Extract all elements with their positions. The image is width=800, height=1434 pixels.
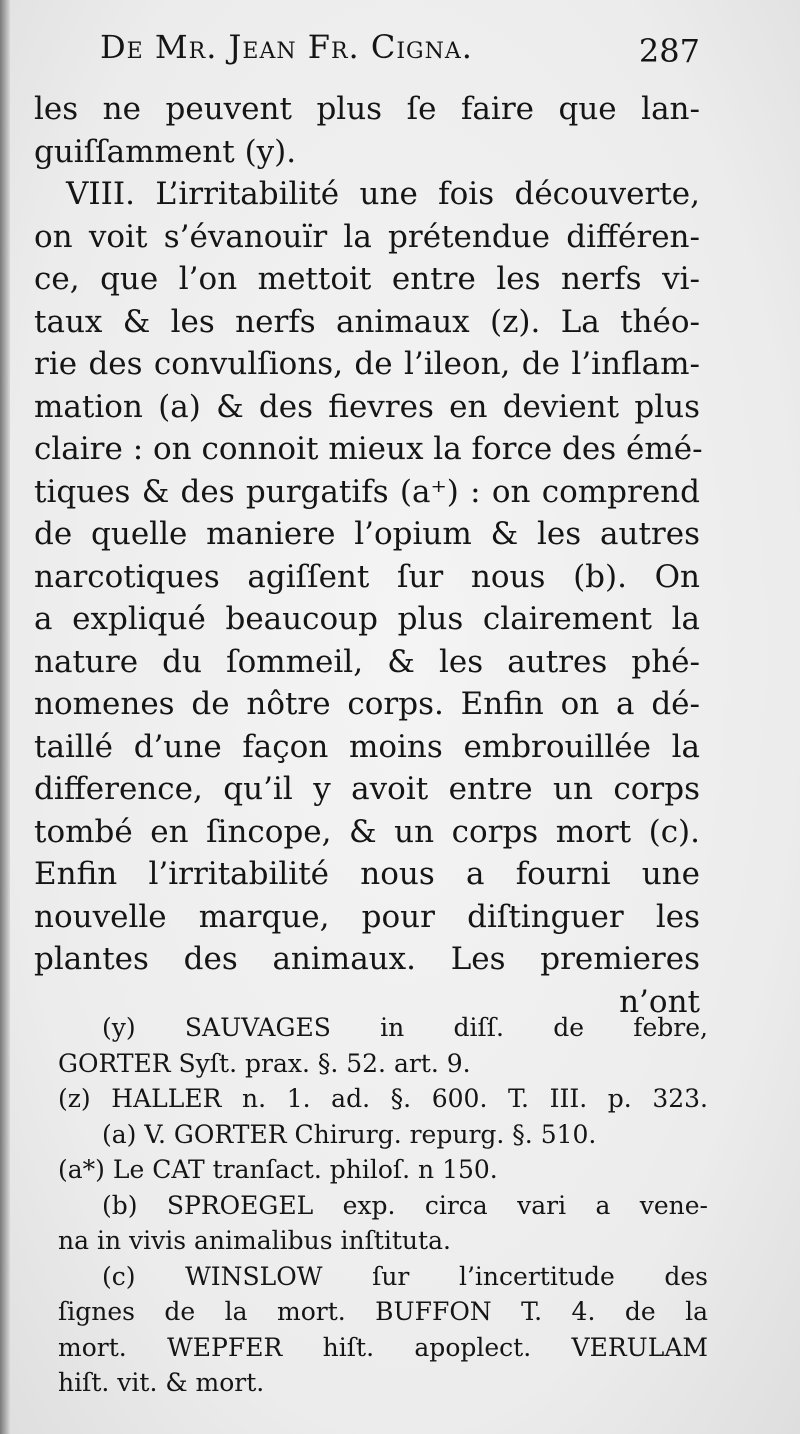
text-line: ce, que l’on mettoit entre les nerfs vi- [34, 261, 700, 297]
text-line: guiſſamment (y). [34, 133, 297, 170]
text-line: nouvelle marque, pour diſtinguer les [34, 898, 700, 935]
body-text [34, 88, 703, 1023]
text-line: de quelle maniere l’opium & les autres [34, 516, 700, 552]
text-line: difference, qu’il y avoit entre un corps [34, 771, 700, 807]
text-line: on voit s’évanouïr la prétendue différen- [34, 218, 700, 255]
text-line: les ne peuvent plus ſe faire que lan- [34, 91, 700, 127]
text-line: tiques & des purgatifs (a⁺) : on comprend [34, 473, 700, 510]
text-line: nature du ſommeil, & les autres phé- [34, 643, 700, 680]
text-line: VIII. L’irritabilité une fois découverte, [66, 176, 700, 212]
text-line: tombé en ſincope, & un corps mort (c). [34, 813, 700, 850]
footnote-line: (z) HALLER n. 1. ad. §. 600. T. III. p. 323. [58, 1084, 708, 1113]
footnotes [58, 1010, 708, 1401]
footnote-line: ſignes de la mort. BUFFON T. 4. de la [58, 1297, 708, 1326]
text-line: mation (a) & des fievres en devient plus [34, 388, 700, 425]
footnote-line: (b) SPROEGEL exp. circa vari a vene- [102, 1190, 708, 1220]
footnote-line: (c) WINSLOW ſur l’incertitude des [102, 1261, 708, 1291]
text-line: claire : on connoit mieux la force des émé- [34, 431, 703, 467]
text-line: narcotiques agiſſent ſur nous (b). On [34, 558, 700, 595]
footnote-line: (a*) Le CAT tranſact. philoſ. n 150. [58, 1155, 498, 1184]
running-title: De Mr. Jean Fr. Cigna. [100, 28, 473, 66]
running-head [100, 28, 700, 78]
text-line: taux & les nerfs animaux (z). La théo- [34, 303, 700, 340]
footnote-line: (a) V. GORTER Chirurg. repurg. §. 510. [102, 1119, 597, 1149]
footnote-line: GORTER Syſt. prax. §. 52. art. 9. [58, 1048, 471, 1078]
footnote-line: mort. WEPFER hiſt. apoplect. VERULAM [58, 1332, 708, 1362]
text-line: nomenes de nôtre corps. Enfin on a dé- [34, 686, 700, 722]
text-line: plantes des animaux. Les premieres [34, 941, 700, 977]
text-line: Enfin l’irritabilité nous a fourni une [34, 856, 700, 892]
catchword: n’ont [619, 983, 700, 1020]
footnote-line: na in vivis animalibus inſtituta. [58, 1226, 451, 1255]
text-line: a expliqué beaucoup plus clairement la [34, 601, 700, 637]
footnote-line: hiſt. vit. & mort. [58, 1368, 265, 1397]
page-edge-shadow [0, 0, 10, 1434]
text-line: taillé d’une façon moins embrouillée la [34, 728, 700, 765]
footnote-line: (y) SAUVAGES in diſſ. de febre, [102, 1013, 708, 1042]
page-number: 287 [638, 32, 700, 70]
text-line: rie des convulſions, de l’ileon, de l’inflam- [34, 346, 700, 382]
